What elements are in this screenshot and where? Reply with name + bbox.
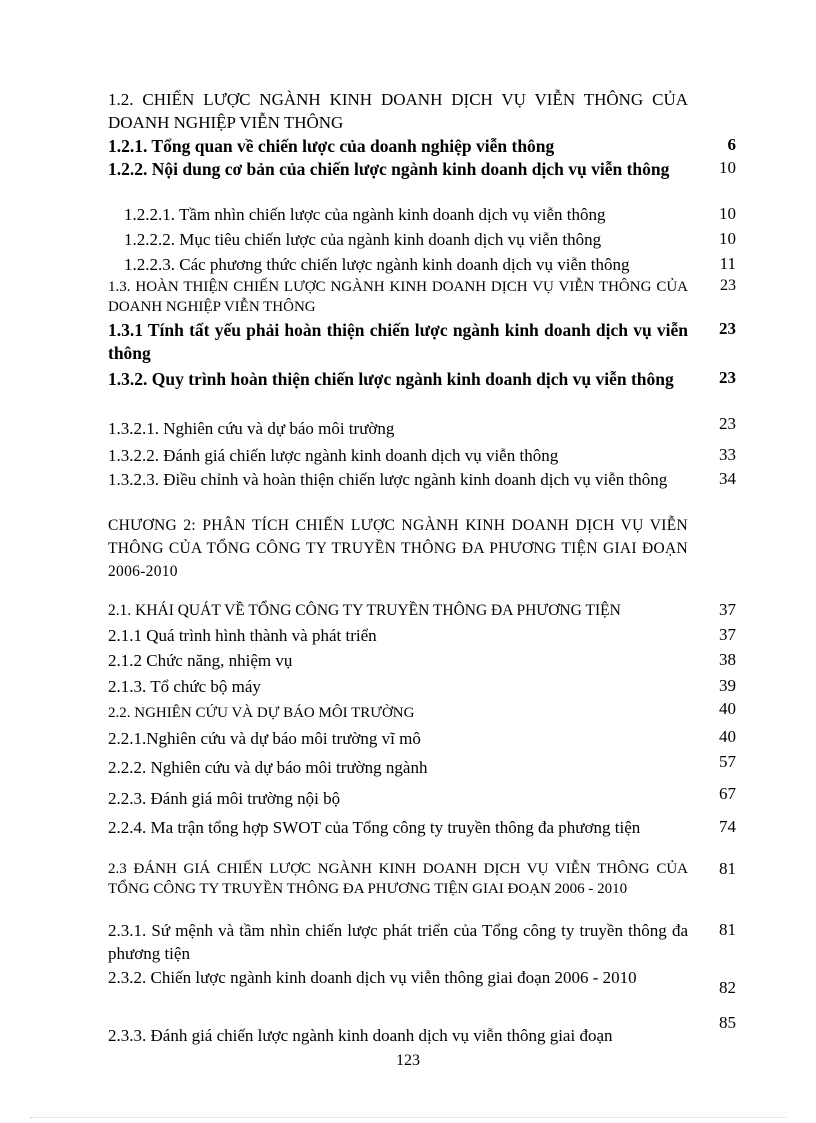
toc-section-1-3: 1.3. HOÀN THIỆN CHIẾN LƯỢC NGÀNH KINH DOANH DỊCH VỤ VIỄN THÔNG CỦA DOANH NGHIỆP VIỄN THÔNG <box>108 279 688 315</box>
toc-page-2-2-3: 67 <box>719 784 736 803</box>
toc-entry-1-2-2-2: 1.2.2.2. Mục tiêu chiến lược của ngành kinh doanh dịch vụ viễn thông <box>124 230 602 249</box>
toc-page-1-2-1: 6 <box>727 135 736 154</box>
toc-page-2-1: 37 <box>719 600 736 619</box>
toc-entry-2-2-4: 2.2.4. Ma trận tổng hợp SWOT của Tổng công ty truyền thông đa phương tiện <box>108 818 641 837</box>
toc-entry-2-2-2: 2.2.2. Nghiên cứu và dự báo môi trường ngành <box>108 758 428 777</box>
toc-page-2-3-3: 85 <box>719 1013 736 1032</box>
toc-entry-1-3-1: 1.3.1 Tính tất yếu phải hoàn thiện chiến lược ngành kinh doanh dịch vụ viễn thông <box>108 320 688 363</box>
toc-entry-2-1-1: 2.1.1 Quá trình hình thành và phát triển <box>108 626 377 645</box>
toc-entry-1-2-1: 1.2.1. Tổng quan về chiến lược của doanh nghiệp viễn thông <box>108 136 555 156</box>
toc-page-2-3-2: 82 <box>719 978 736 997</box>
toc-section-2-3: 2.3 ĐÁNH GIÁ CHIẾN LƯỢC NGÀNH KINH DOANH DỊCH VỤ VIỄN THÔNG CỦA TỔNG CÔNG TY TRUYỀN THÔNG ĐA PHƯƠNG TIỆN GIAI ĐOẠN 2006 - 2010 <box>108 861 688 897</box>
toc-entry-2-1-3: 2.1.3. Tổ chức bộ máy <box>108 677 261 696</box>
toc-section-1-2: 1.2. CHIẾN LƯỢC NGÀNH KINH DOANH DỊCH VỤ VIỄN THÔNG CỦA DOANH NGHIỆP VIỄN THÔNG <box>108 90 688 132</box>
toc-page-1-2-2-3: 11 <box>719 254 736 273</box>
toc-page-1-2-2: 10 <box>719 158 736 177</box>
toc-entry-1-2-2-1: 1.2.2.1. Tầm nhìn chiến lược của ngành kinh doanh dịch vụ viễn thông <box>124 205 606 224</box>
toc-page-1-3: 23 <box>720 277 736 294</box>
toc-entry-2-1-2: 2.1.2 Chức năng, nhiệm vụ <box>108 651 293 670</box>
toc-entry-2-2-1: 2.2.1.Nghiên cứu và dự báo môi trường vĩ mô <box>108 729 421 748</box>
page-bottom-rule <box>30 1117 786 1118</box>
toc-chapter-2: CHƯƠNG 2: PHÂN TÍCH CHIẾN LƯỢC NGÀNH KINH DOANH DỊCH VỤ VIỄN THÔNG CỦA TỔNG CÔNG TY TRUYỀN THÔNG ĐA PHƯƠNG TIỆN GIAI ĐOẠN 2006-2010 <box>108 517 688 580</box>
toc-page-2-1-1: 37 <box>719 625 736 644</box>
toc-entry-1-3-2-3: 1.3.2.3. Điều chỉnh và hoàn thiện chiến lược ngành kinh doanh dịch vụ viễn thông <box>108 470 668 489</box>
toc-entry-2-3-1: 2.3.1. Sứ mệnh và tầm nhìn chiến lược phát triển của Tổng công ty truyền thông đa phương tiện <box>108 921 688 963</box>
toc-page-2-2-2: 57 <box>719 752 736 771</box>
toc-page-1-3-2-1: 23 <box>719 414 736 433</box>
toc-entry-2-2-3: 2.2.3. Đánh giá môi trường nội bộ <box>108 789 341 808</box>
toc-entry-1-3-2-1: 1.3.2.1. Nghiên cứu và dự báo môi trường <box>108 419 395 438</box>
toc-page-2-2-1: 40 <box>719 727 736 746</box>
toc-section-2-2: 2.2. NGHIÊN CỨU VÀ DỰ BÁO MÔI TRƯỜNG <box>108 705 415 721</box>
toc-page-2-3: 81 <box>719 859 736 878</box>
toc-page-1-2-2-2: 10 <box>719 229 736 248</box>
toc-page-1-2-2-1: 10 <box>719 204 736 223</box>
toc-entry-2-3-3: 2.3.3. Đánh giá chiến lược ngành kinh doanh dịch vụ viễn thông giai đoạn <box>108 1026 613 1045</box>
toc-page-1-3-2-2: 33 <box>719 445 736 464</box>
toc-entry-1-2-2-3: 1.2.2.3. Các phương thức chiến lược ngành kinh doanh dịch vụ viễn thông <box>124 255 630 274</box>
toc-entry-2-3-2: 2.3.2. Chiến lược ngành kinh doanh dịch vụ viễn thông giai đoạn 2006 - 2010 <box>108 968 637 987</box>
page-number: 123 <box>396 1052 420 1069</box>
toc-entry-1-2-2: 1.2.2. Nội dung cơ bản của chiến lược ngành kinh doanh dịch vụ viễn thông <box>108 159 670 179</box>
toc-page-1-3-1: 23 <box>719 319 736 338</box>
toc-entry-1-3-2: 1.3.2. Quy trình hoàn thiện chiến lược ngành kinh doanh dịch vụ viễn thông <box>108 369 674 389</box>
toc-page-2-3-1: 81 <box>719 920 736 939</box>
toc-page-2-2-4: 74 <box>719 817 736 836</box>
toc-entry-1-3-2-2: 1.3.2.2. Đánh giá chiến lược ngành kinh doanh dịch vụ viễn thông <box>108 446 559 465</box>
toc-page-1-3-2-3: 34 <box>719 469 736 488</box>
toc-page-2-2: 40 <box>719 699 736 718</box>
toc-page-2-1-2: 38 <box>719 650 736 669</box>
toc-page-2-1-3: 39 <box>719 676 736 695</box>
toc-page-1-3-2: 23 <box>719 368 736 387</box>
toc-section-2-1: 2.1. KHÁI QUÁT VỀ TỔNG CÔNG TY TRUYỀN THÔNG ĐA PHƯƠNG TIỆN <box>108 602 621 619</box>
